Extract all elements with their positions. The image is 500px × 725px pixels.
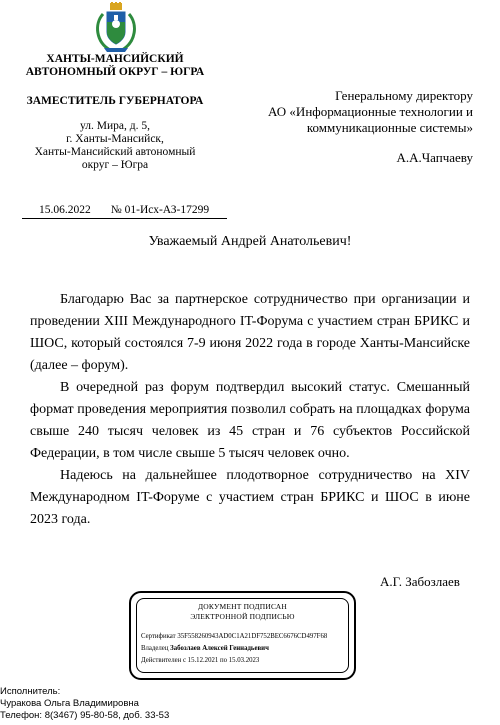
region-name: ХАНТЫ-МАНСИЙСКИЙ АВТОНОМНЫЙ ОКРУГ – ЮГРА [25,53,205,78]
stamp-validity: Действителен с 15.12.2021 по 15.03.2023 [141,657,260,664]
recipient-block [245,88,473,166]
signature-name: А.Г. Забозлаев [380,574,460,589]
recipient-line: Генеральному директору [335,88,473,103]
greeting: Уважаемый Андрей Анатольевич! [148,234,352,249]
coat-of-arms-emblem [90,2,142,54]
recipient-line: коммуникационные системы» [306,120,473,135]
recipient-line: АО «Информационные технологии и [268,104,473,119]
number-label: № [110,204,122,216]
document-reference [22,204,227,219]
paragraph: Надеюсь на дальнейшее плодотворное сотрудничество на XIV Международном IT-Форуме с участием стран БРИКС и ШОС в июне 2023 года. [30,468,470,527]
stamp-certificate: Сертификат 35F558260943AD0C1A21DF752BEC6676CD497F68 [141,633,328,640]
executor-label: Исполнитель: [0,686,61,697]
document-date: 15.06.2022 [39,204,91,216]
electronic-signature-stamp [129,591,356,680]
executor-phone: Телефон: 8(3467) 95-80-58, доб. 33-53 [0,710,170,721]
letter-body [30,289,470,531]
paragraph: Благодарю Вас за партнерское сотрудничество при организации и проведении XIII Международного IT-Форума с участием стран БРИКС и ШОС, который состоялся 7-9 июня 2022 года в городе Ханты-Мансийске (далее – форум). [30,292,470,373]
recipient-name: А.А.Чапчаеву [396,150,473,165]
stamp-owner: Владелец Забозлаев Алексей Геннадьевич [141,645,269,652]
executor-name: Чуракова Ольга Владимировна [0,698,139,709]
paragraph: В очередной раз форум подтвердил высокий статус. Смешанный формат проведения мероприятия позволил собрать на площадках форума свыше 240 тысяч человек из 45 стран и 76 субъектов Российской Федерации, в том числе свыше 5 тысяч человек очно. [30,380,470,461]
sender-address: ул. Мира, д. 5, г. Ханты-Мансийск, Ханты-Мансийский автономный округ – Югра [34,120,196,171]
document-number: 01-Исх-АЗ-17299 [124,204,210,216]
stamp-title: ДОКУМЕНТ ПОДПИСАН ЭЛЕКТРОННОЙ ПОДПИСЬЮ [190,602,295,621]
sender-position: ЗАМЕСТИТЕЛЬ ГУБЕРНАТОРА [26,95,204,107]
executor-block [0,686,169,722]
